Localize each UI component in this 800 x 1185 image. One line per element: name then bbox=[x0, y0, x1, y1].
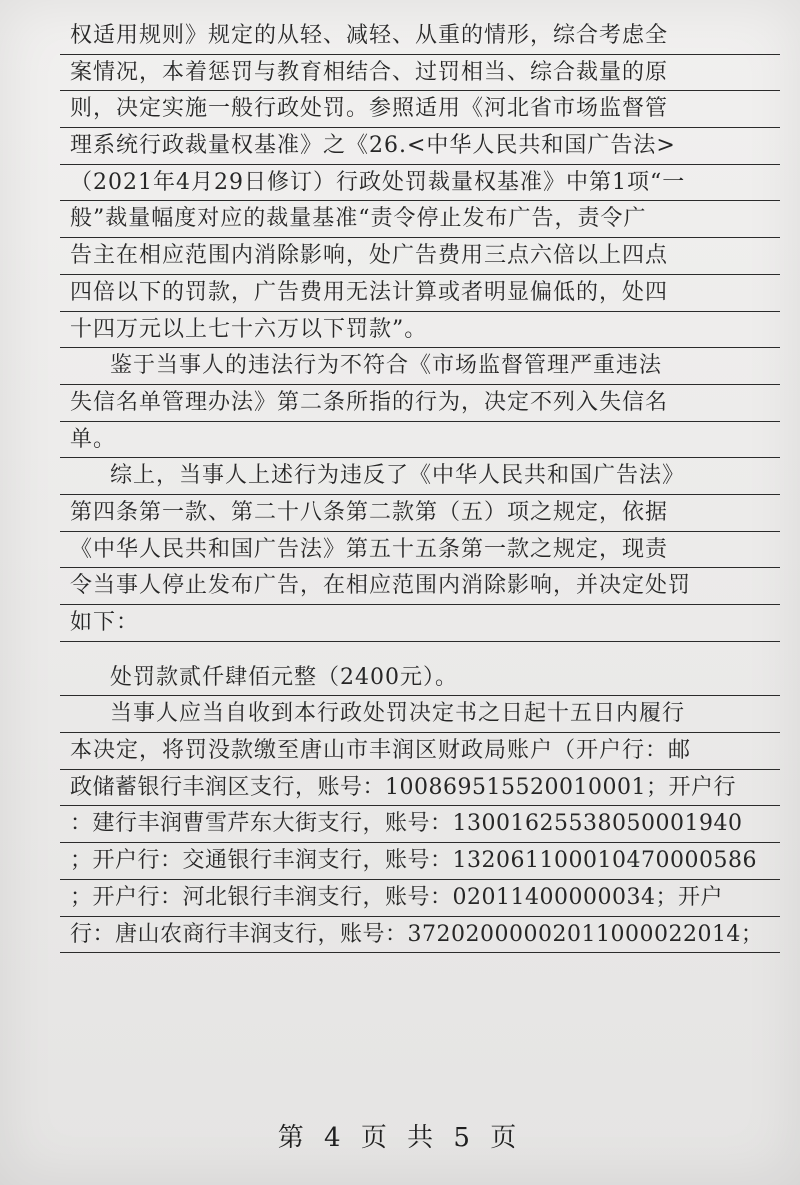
text-line: 《中华人民共和国广告法》第五十五条第一款之规定，现责 bbox=[60, 532, 780, 569]
text-line: 四倍以下的罚款，广告费用无法计算或者明显偏低的，处四 bbox=[60, 275, 780, 312]
page-number: 第 4 页 共 5 页 bbox=[277, 1123, 523, 1153]
text-line: 本决定，将罚没款缴至唐山市丰润区财政局账户（开户行：邮 bbox=[60, 733, 780, 770]
text-line: 单。 bbox=[60, 422, 780, 459]
text-line: 第四条第一款、第二十八条第二款第（五）项之规定，依据 bbox=[60, 495, 780, 532]
text-line: 如下： bbox=[60, 605, 780, 642]
text-line: 则，决定实施一般行政处罚。参照适用《河北省市场监督管 bbox=[60, 91, 780, 128]
text-line: 鉴于当事人的违法行为不符合《市场监督管理严重违法 bbox=[60, 348, 780, 385]
text-line: 理系统行政裁量权基准》之《26.<中华人民共和国广告法> bbox=[60, 128, 780, 165]
text-line: 十四万元以上七十六万以下罚款”。 bbox=[60, 312, 780, 349]
paragraph-penalty bbox=[60, 660, 780, 697]
text-line: 处罚款贰仟肆佰元整（2400元）。 bbox=[60, 660, 780, 697]
paragraph-credit-list bbox=[60, 348, 780, 458]
text-line: ：建行丰润曹雪芹东大街支行，账号：13001625538050001940 bbox=[60, 806, 780, 843]
text-line: 当事人应当自收到本行政处罚决定书之日起十五日内履行 bbox=[60, 696, 780, 733]
paragraph-discretion-basis bbox=[60, 18, 780, 348]
paragraph-payment bbox=[60, 696, 780, 953]
text-line: 告主在相应范围内消除影响，处广告费用三点六倍以上四点 bbox=[60, 238, 780, 275]
text-line: 案情况，本着惩罚与教育相结合、过罚相当、综合裁量的原 bbox=[60, 55, 780, 92]
text-line: 般”裁量幅度对应的裁量基准“责令停止发布广告，责令广 bbox=[60, 201, 780, 238]
text-line: 行：唐山农商行丰润支行，账号：37202000002011000022014； bbox=[60, 917, 780, 954]
document-body bbox=[60, 18, 780, 953]
text-line: 政储蓄银行丰润区支行，账号：100869515520010001；开户行 bbox=[60, 770, 780, 807]
paragraph-conclusion bbox=[60, 458, 780, 641]
text-line: 令当事人停止发布广告，在相应范围内消除影响，并决定处罚 bbox=[60, 568, 780, 605]
text-line: ；开户行：交通银行丰润支行，账号：132061100010470000586 bbox=[60, 843, 780, 880]
text-line: 失信名单管理办法》第二条所指的行为，决定不列入失信名 bbox=[60, 385, 780, 422]
text-line: ；开户行：河北银行丰润支行，账号：02011400000034；开户 bbox=[60, 880, 780, 917]
text-line: （2021年4月29日修订）行政处罚裁量权基准》中第1项“一 bbox=[60, 165, 780, 202]
text-line: 综上，当事人上述行为违反了《中华人民共和国广告法》 bbox=[60, 458, 780, 495]
text-line: 权适用规则》规定的从轻、减轻、从重的情形，综合考虑全 bbox=[60, 18, 780, 55]
